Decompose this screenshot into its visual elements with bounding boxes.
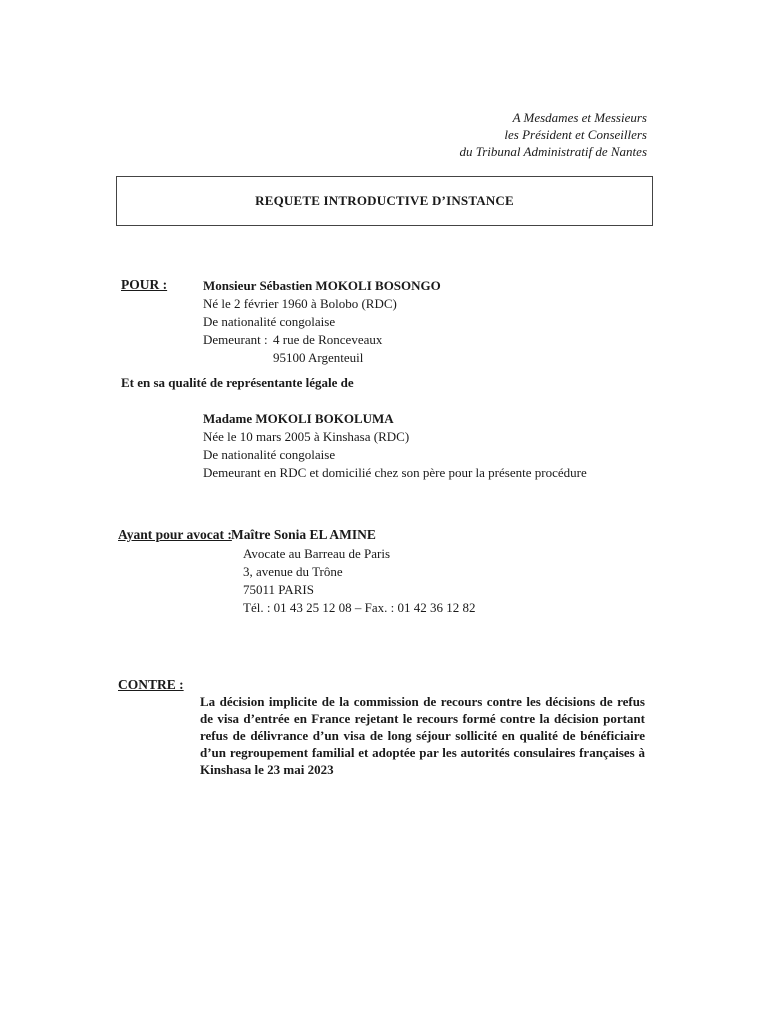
pour-address-line-2: 95100 Argenteuil — [273, 350, 364, 365]
document-title: REQUETE INTRODUCTIVE D’INSTANCE — [255, 193, 514, 208]
recipient-line-2: les Président et Conseillers — [504, 127, 647, 142]
avocat-block — [243, 545, 476, 617]
madame-nationality: De nationalité congolaise — [203, 447, 336, 462]
qualite-heading: Et en sa qualité de représentante légale de — [121, 375, 354, 390]
madame-name: Madame MOKOLI BOKOLUMA — [203, 411, 394, 426]
recipient-line-1: A Mesdames et Messieurs — [512, 110, 647, 125]
contre-text: La décision implicite de la commission de recours contre les décisions de refus de visa d’entrée en France rejetant le recours formé contre la décision portant refus de délivrance d’un visa de long séjour sollicité en qualité de bénéficiaire d’un regroupement familial et adoptée par les autorités consulaires françaises à Kinshasa le 23 mai 2023 — [200, 694, 645, 777]
pour-address — [203, 331, 441, 349]
madame-birth: Née le 10 mars 2005 à Kinshasa (RDC) — [203, 429, 410, 444]
pour-address-line-1: 4 rue de Ronceveaux — [273, 332, 383, 347]
avocat-name: Maître Sonia EL AMINE — [231, 527, 376, 542]
pour-address-key: Demeurant : — [203, 332, 268, 347]
madame-block — [203, 410, 587, 482]
pour-nationality: De nationalité congolaise — [203, 314, 336, 329]
recipient-line-3: du Tribunal Administratif de Nantes — [459, 144, 647, 159]
contre-label: CONTRE : — [118, 677, 184, 692]
avocat-contact: Tél. : 01 43 25 12 08 – Fax. : 01 42 36 12 82 — [243, 600, 476, 615]
pour-label: POUR : — [121, 277, 168, 292]
pour-block — [203, 277, 441, 367]
madame-residence: Demeurant en RDC et domicilié chez son père pour la présente procédure — [203, 465, 587, 480]
avocat-street: 3, avenue du Trône — [243, 564, 343, 579]
pour-name: Monsieur Sébastien MOKOLI BOSONGO — [203, 278, 441, 293]
avocat-city: 75011 PARIS — [243, 582, 314, 597]
avocat-label: Ayant pour avocat : — [118, 527, 232, 542]
recipient-address — [459, 109, 647, 160]
avocat-title: Avocate au Barreau de Paris — [243, 546, 391, 561]
pour-birth: Né le 2 février 1960 à Bolobo (RDC) — [203, 296, 397, 311]
title-box — [116, 176, 653, 226]
